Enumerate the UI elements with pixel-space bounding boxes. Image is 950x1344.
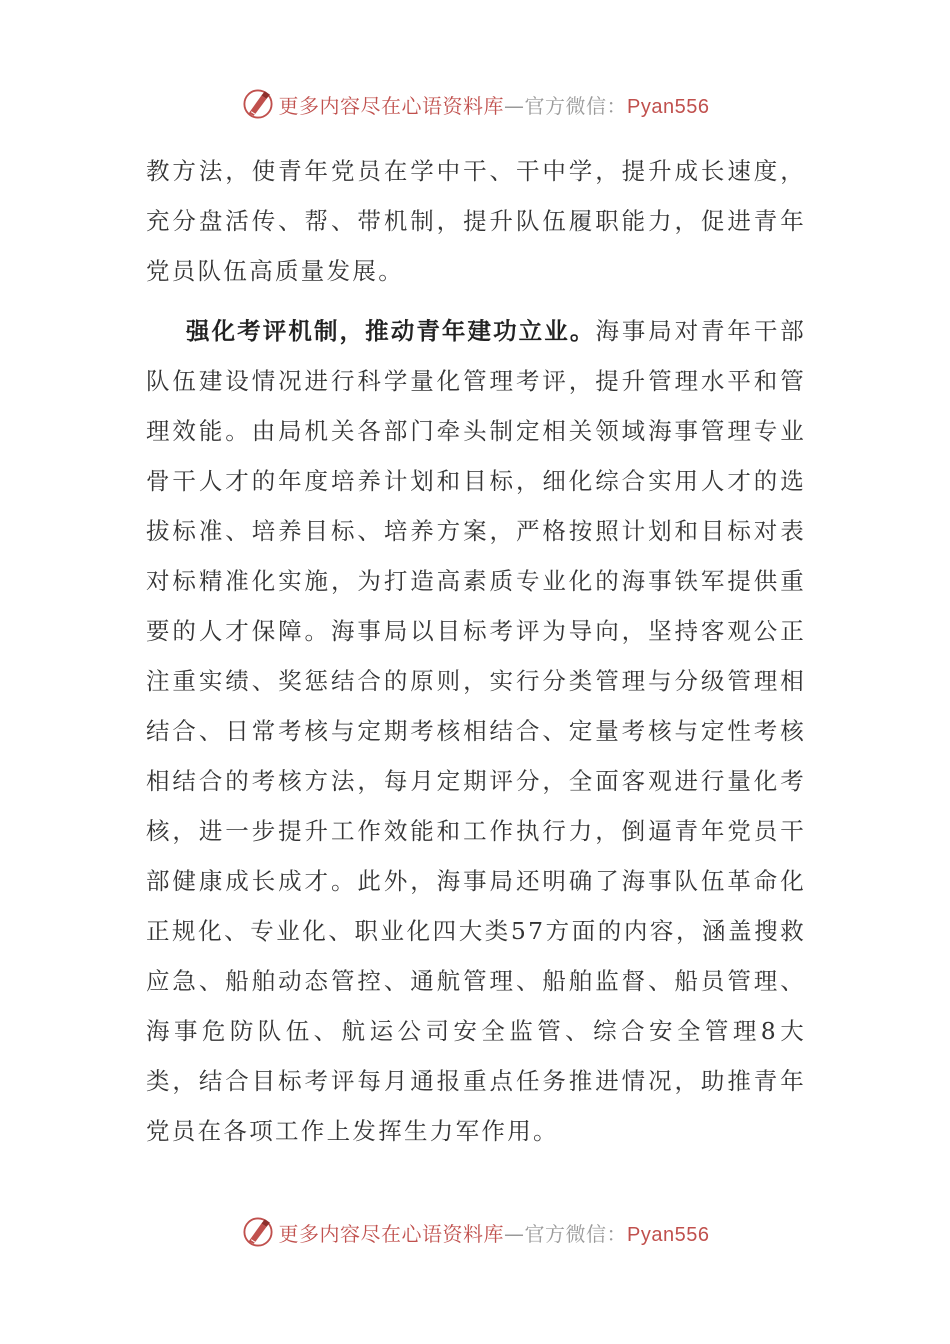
footer-brand: 更多内容尽在心语资料库 xyxy=(278,1221,505,1246)
paragraph-assessment-text: 海事局对青年干部队伍建设情况进行科学量化管理考评，提升管理水平和管理效能。由局机关各部门牵头制定相关领域海事管理专业骨干人才的年度培养计划和目标，细化综合实用人才的选拔标准、培养目标、培养方案，严格按照计划和目标对表对标精准化实施，为打造高素质专业化的海事铁军提供重要的人才保障。海事局以目标考评为导向，坚持客观公正注重实绩、奖惩结合的原则，实行分类管理与分级管理相结合、日常考核与定期考核相结合、定量考核与定性考核相结合的考核方法，每月定期评分，全面客观进行量化考核，进一步提升工作效能和工作执行力，倒逼青年党员干部健康成长成才。此外，海事局还明确了海事队伍革命化正规化、专业化、职业化四大类57方面的内容，涵盖搜救应急、船舶动态管控、通航管理、船舶监督、船员管理、海事危防队伍、航运公司安全监管、综合安全管理8大类，结合目标考评每月通报重点任务推进情况，助推青年党员在各项工作上发挥生力军作用。 xyxy=(146,317,807,1145)
footer-wechat-handle: Pyan556 xyxy=(627,1223,710,1246)
page-footer xyxy=(0,1212,950,1252)
footer-banner xyxy=(279,1218,710,1247)
pen-nib-logo-icon xyxy=(241,1215,275,1249)
header-wechat-handle: Pyan556 xyxy=(627,95,710,118)
footer-dash: — xyxy=(504,1221,525,1246)
header-wechat-label: 官方微信： xyxy=(524,93,628,118)
page-header xyxy=(0,84,950,124)
header-banner xyxy=(279,90,710,119)
footer-wechat-label: 官方微信： xyxy=(524,1221,628,1246)
paragraph-continued: 教方法，使青年党员在学中干、干中学，提升成长速度，充分盘活传、帮、带机制，提升队伍履职能力，促进青年党员队伍高质量发展。 xyxy=(146,157,806,285)
paragraph-assessment xyxy=(146,306,806,1156)
header-dash: — xyxy=(504,93,525,118)
paragraph-lead-heading: 强化考评机制，推动青年建功立业。 xyxy=(186,317,596,345)
pen-nib-logo-icon xyxy=(241,87,275,121)
document-body xyxy=(146,146,806,1156)
header-brand: 更多内容尽在心语资料库 xyxy=(278,93,505,118)
